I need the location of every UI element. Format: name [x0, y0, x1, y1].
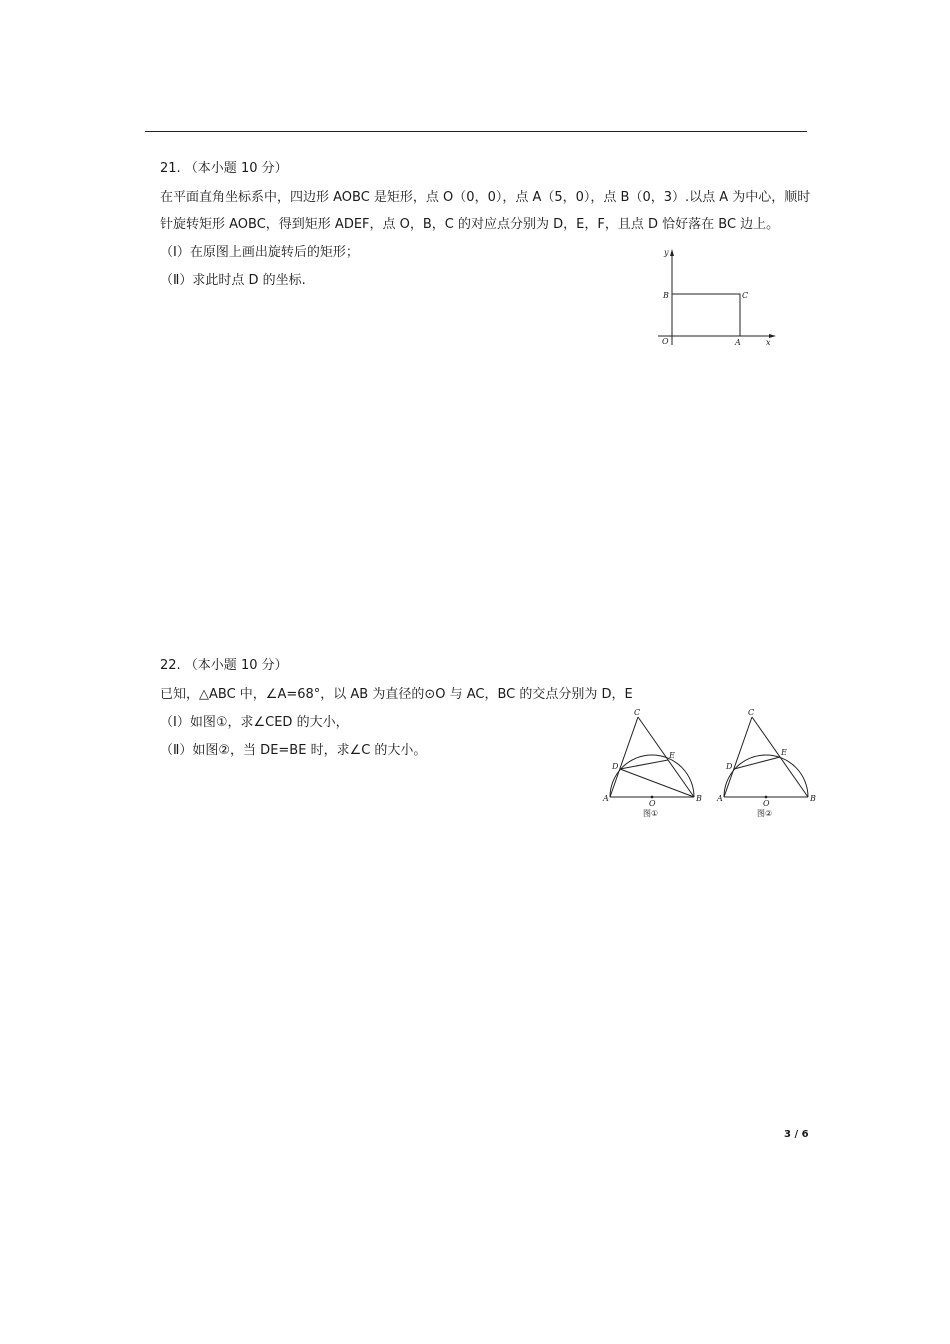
label-c: C: [748, 708, 755, 717]
figure-caption: 图②: [757, 809, 773, 818]
label-o: O: [763, 799, 770, 808]
label-o: O: [649, 799, 656, 808]
q21-coordinate-figure: [650, 245, 780, 350]
label-a: A: [603, 794, 609, 803]
q21-stem-line1: 在平面直角坐标系中，四边形 AOBC 是矩形，点 O（0，0），点 A（5，0），点 B（0，3）.以点 A 为中心，顺时: [160, 190, 811, 205]
label-d: D: [612, 762, 619, 771]
label-x: x: [766, 338, 771, 347]
segment-de: [620, 760, 668, 769]
label-a: A: [717, 794, 723, 803]
label-o: O: [662, 337, 669, 346]
center-point: [765, 796, 768, 799]
q22-stem: 已知，△ABC 中，∠A=68°，以 AB 为直径的⊙O 与 AC，BC 的交点分别为 D，E: [160, 687, 633, 702]
q21-part2: （Ⅱ）求此时点 D 的坐标.: [160, 273, 306, 288]
q22-figure-2: [712, 705, 820, 820]
q22-part1: （Ⅰ）如图①，求∠CED 的大小，: [160, 715, 349, 730]
segment-db: [620, 769, 694, 797]
label-e: E: [669, 751, 675, 760]
figure-caption: 图①: [643, 809, 659, 818]
label-d: D: [726, 762, 733, 771]
label-y: y: [664, 248, 669, 257]
label-e: E: [781, 748, 787, 757]
label-a: A: [735, 338, 741, 347]
center-point: [651, 796, 654, 799]
side-bc: [638, 717, 694, 797]
q22-header: 22. （本小题 10 分）: [160, 658, 288, 673]
label-c: C: [634, 708, 641, 717]
q21-part1: （Ⅰ）在原图上画出旋转后的矩形；: [160, 245, 359, 260]
label-b: B: [810, 794, 816, 803]
side-ac: [610, 717, 638, 797]
y-axis-arrow: [670, 249, 674, 256]
q22-figure-1: [598, 705, 706, 820]
q22-part2: （Ⅱ）如图②，当 DE=BE 时，求∠C 的大小。: [160, 743, 427, 758]
side-ac: [724, 717, 752, 797]
q21-header: 21. （本小题 10 分）: [160, 161, 288, 176]
q21-stem-line2: 针旋转矩形 AOBC，得到矩形 ADEF，点 O，B，C 的对应点分别为 D，E，F，且点 D 恰好落在 BC 边上。: [160, 217, 780, 232]
label-c: C: [742, 291, 749, 300]
header-rule: [145, 131, 807, 132]
label-b: B: [663, 291, 669, 300]
page-number: 3 / 6: [784, 1129, 809, 1140]
label-b: B: [696, 794, 702, 803]
rectangle-aobc: [672, 294, 740, 336]
